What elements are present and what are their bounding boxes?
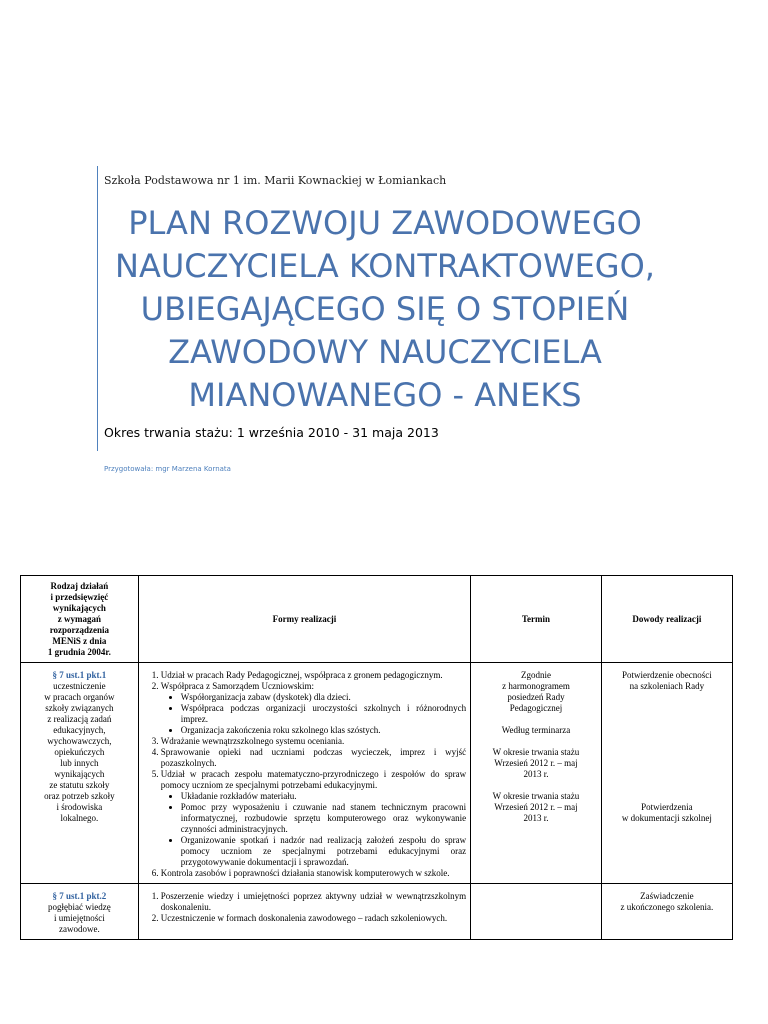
list-item: 2. Uczestniczenie w formach doskonalenia zawodowego – radach szkoleniowych.	[161, 913, 466, 924]
title-line: ZAWODOWY NAUCZYCIELA	[168, 333, 602, 371]
proof-line: z ukończonego szkolenia.	[620, 902, 714, 912]
table-row	[21, 884, 733, 940]
title-line: NAUCZYCIELA KONTRAKTOWEGO,	[115, 247, 655, 285]
activity-list	[145, 670, 466, 879]
proof-cell	[601, 884, 732, 940]
title-line: PLAN ROZWOJU ZAWODOWEGO	[128, 204, 642, 242]
header-line: wynikających	[52, 602, 106, 613]
term-line: W okresie trwania stażu	[492, 747, 580, 757]
requirement-line: zawodowe.	[59, 924, 100, 934]
term-line: Wrzesień 2012 r. – maj	[494, 758, 578, 768]
term-line: W okresie trwania stażu	[492, 791, 580, 801]
proof-line: Potwierdzenie obecności	[622, 670, 712, 680]
term-line: Według terminarza	[501, 725, 571, 735]
sub-list-item: • Współorganizacja zabaw (dyskotek) dla dzieci.	[181, 692, 466, 703]
requirement-line: w pracach organów	[44, 692, 115, 702]
table-header-row	[21, 576, 733, 663]
list-item: 1. Udział w pracach Rady Pedagogicznej, współpraca z gronem pedagogicznym.	[161, 670, 466, 681]
development-plan-table	[20, 575, 733, 940]
requirement-line: uczestniczenie	[53, 681, 106, 691]
requirement-line: ze statutu szkoły	[49, 780, 110, 790]
sub-list	[161, 791, 466, 868]
activity-list	[145, 891, 466, 924]
cover-accent-bar	[97, 166, 98, 451]
list-item	[161, 769, 466, 868]
term-line: posiedzeń Rady	[507, 692, 565, 702]
term-line: z harmonogramem	[502, 681, 570, 691]
header-proof: Dowody realizacji	[601, 576, 732, 663]
proof-line: w dokumentacji szkolnej	[621, 813, 712, 823]
title-line: MIANOWANEGO - ANEKS	[188, 376, 582, 414]
requirement-line: oraz potrzeb szkoły	[44, 791, 115, 801]
sub-list-item: • Współpraca podczas organizacji uroczystości szkolnych i różnorodnych imprez.	[181, 703, 466, 725]
header-activity-type	[21, 576, 139, 663]
list-item-text: Współpraca z Samorządem Uczniowskim:	[160, 681, 314, 691]
list-item: 6. Kontrola zasobów i poprawności działania stanowisk komputerowych w szkole.	[161, 868, 466, 879]
header-forms: Formy realizacji	[138, 576, 470, 663]
header-line: Rodzaj działań	[50, 580, 109, 591]
list-item: 4. Sprawowanie opieki nad uczniami podczas wycieczek, imprez i wyjść pozaszkolnych.	[161, 747, 466, 769]
title-line: UBIEGAJĄCEGO SIĘ O STOPIEŃ	[140, 290, 630, 328]
requirement-line: i umiejętności	[54, 913, 105, 923]
term-line: Wrzesień 2012 r. – maj	[494, 802, 578, 812]
term-line: Pedagogicznej	[509, 703, 563, 713]
table-row	[21, 663, 733, 884]
list-item: 3. Wdrażanie wewnątrzszkolnego systemu oceniania.	[161, 736, 466, 747]
requirement-cell	[21, 884, 139, 940]
sub-list-item: • Organizacja zakończenia roku szkolnego klas szóstych.	[181, 725, 466, 736]
sub-list-item: • Organizowanie spotkań i nadzór nad realizacją założeń zespołu do spraw pomocy uczniom ze specjalnymi potrzebami edukacyjnymi oraz przygotowywanie dokumentacji i sprawozdań.	[181, 835, 466, 868]
requirement-line: pogłębiać wiedzę	[48, 902, 111, 912]
proof-line: na szkoleniach Rady	[629, 681, 705, 691]
regulation-reference: § 7 ust.1 pkt.2	[52, 891, 107, 901]
requirement-line: z realizacją zadań	[47, 714, 112, 724]
requirement-line: opiekuńczych	[54, 747, 105, 757]
requirement-line: szkoły związanych	[45, 703, 114, 713]
requirement-line: wychowawczych,	[47, 736, 112, 746]
header-line: 1 grudnia 2004r.	[47, 646, 111, 657]
list-item-text: Udział w pracach zespołu matematyczno-przyrodniczego i zespołów do spraw pomocy uczniom ze specjalnymi potrzebami edukacyjnymi.	[160, 769, 467, 790]
internship-period: Okres trwania stażu: 1 września 2010 - 31 maja 2013	[104, 425, 439, 440]
term-cell	[471, 663, 602, 884]
requirement-line: wynikających	[54, 769, 105, 779]
requirement-line: edukacyjnych,	[53, 725, 106, 735]
header-term: Termin	[471, 576, 602, 663]
term-line: Zgodnie	[520, 670, 551, 680]
sub-list-item: • Układanie rozkładów materiału.	[181, 791, 466, 802]
proof-line: Potwierdzenia	[641, 802, 693, 812]
term-line: 2013 r.	[523, 769, 549, 779]
sub-list	[161, 692, 466, 736]
proof-cell	[601, 663, 732, 884]
proof-line: Zaświadczenie	[640, 891, 694, 901]
requirement-line: i środowiska	[56, 802, 103, 812]
header-line: rozporządzenia	[49, 624, 110, 635]
requirement-line: lub innych	[60, 758, 99, 768]
term-cell	[471, 884, 602, 940]
header-line: MENiS z dnia	[52, 635, 107, 646]
sub-list-item: • Pomoc przy wyposażeniu i czuwanie nad stanem technicznym pracowni informatycznej, rozbudowie sprzętu komputerowego oraz wykonywanie czynności administracyjnych.	[181, 802, 466, 835]
regulation-reference: § 7 ust.1 pkt.1	[52, 670, 107, 680]
forms-cell	[138, 663, 470, 884]
prepared-by: Przygotowała: mgr Marzena Kornata	[104, 465, 231, 473]
list-item	[161, 681, 466, 736]
term-line: 2013 r.	[523, 813, 549, 823]
forms-cell	[138, 884, 470, 940]
header-line: i przedsięwzięć	[50, 591, 109, 602]
requirement-line: lokalnego.	[60, 813, 99, 823]
school-name: Szkoła Podstawowa nr 1 im. Marii Kownackiej w Łomiankach	[104, 174, 447, 187]
document-title	[100, 202, 670, 417]
list-item: 1. Poszerzenie wiedzy i umiejętności poprzez aktywny udział w wewnątrzszkolnym doskonaleniu.	[161, 891, 466, 913]
requirement-cell	[21, 663, 139, 884]
header-line: z wymagań	[57, 613, 102, 624]
